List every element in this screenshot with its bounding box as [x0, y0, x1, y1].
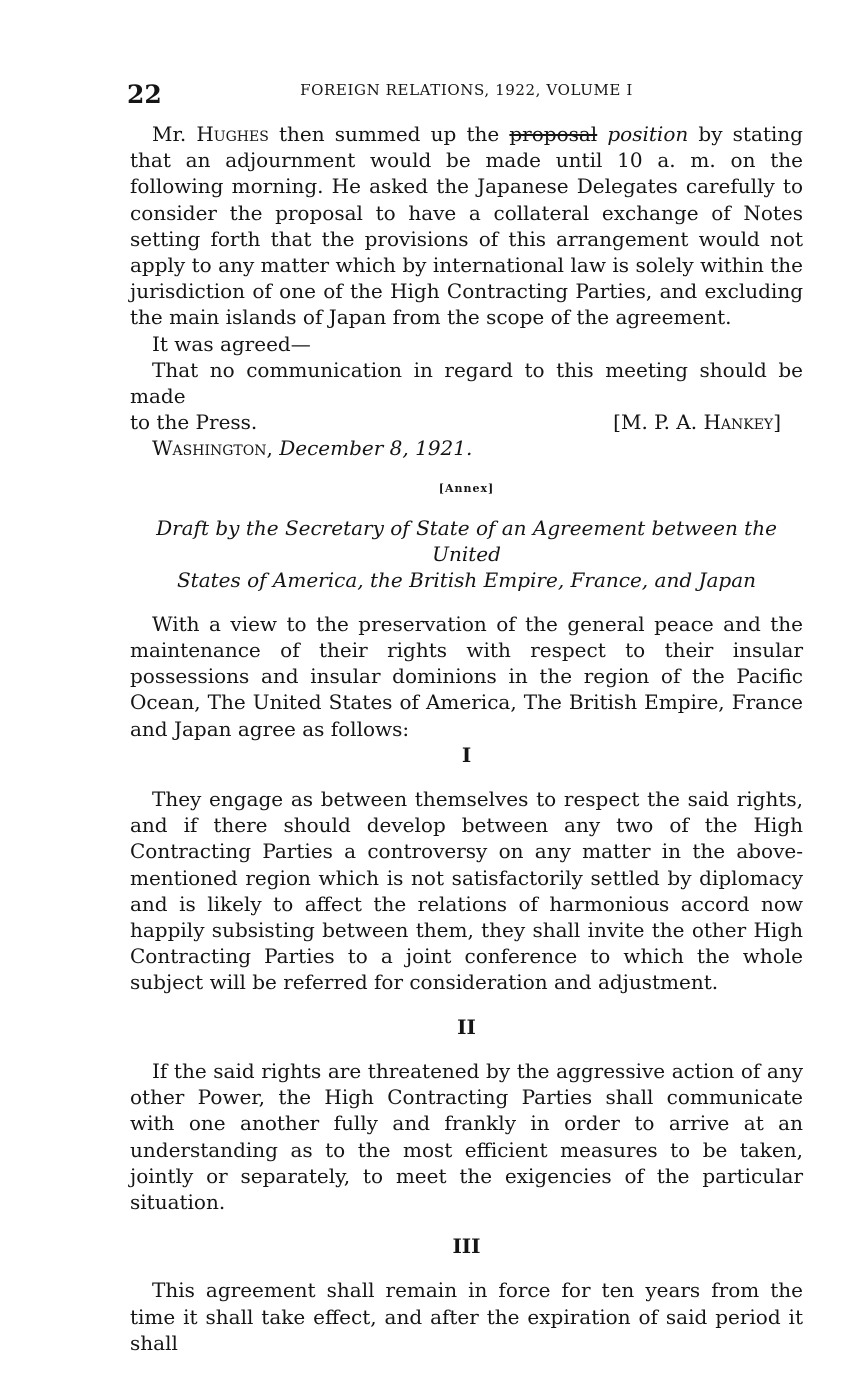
article-2-text: If the said rights are threatened by the aggressive action of any other Power, the High Contracting Parties shall communicate with one another fully and frankly in order to arrive at an understanding as to the most efficient measures to be taken, jointly or separately, to meet the exigencies of the particular situation.	[130, 1058, 803, 1214]
press-line-end: to the Press.	[130, 410, 258, 435]
press-line: That no communication in regard to this meeting should be made	[130, 357, 803, 409]
dateline-date: December 8, 1921.	[279, 436, 473, 461]
struck-word: proposal	[509, 122, 598, 146]
article-1-numeral: I	[461, 742, 472, 767]
running-head: FOREIGN RELATIONS, 1922, VOLUME I	[300, 81, 633, 99]
agreed-line: It was agreed—	[152, 331, 311, 356]
speaker-name: Hughes	[196, 122, 269, 146]
press-signature-line	[130, 409, 803, 435]
article-1-text: They engage as between themselves to respect the said rights, and if there should develop between any two of the High Contracting Parties a controversy on any matter in the above-mentioned region which is not satisfactorily settled by diplomacy and is likely to affect the relations of harmonious accord now happily subsisting between them, they shall invite the other High Contracting Parties to a joint conference to which the whole subject will be referred for consideration and adjustment.	[130, 787, 803, 995]
preamble: With a view to the preservation of the general peace and the maintenance of their rights with respect to their insular possessions and insular dominions in the region of the Pacific Ocean, The United States of America, The British Empire, France and Japan agree as follows:	[130, 611, 803, 741]
article-3-numeral: III	[452, 1234, 481, 1259]
article-3-text: This agreement shall remain in force for ten years from the time it shall take effect, and after the expiration of said period it shall	[130, 1278, 803, 1355]
draft-title: Draft by the Secretary of State of an Agreement between the United States of America, the British Empire, France, and Japan	[156, 515, 777, 592]
signature: [M. P. A. Hankey]	[613, 410, 781, 435]
inserted-word: position	[607, 122, 689, 146]
article-2-numeral: II	[457, 1014, 476, 1039]
page-header	[127, 78, 803, 109]
page-number: 22	[127, 80, 162, 109]
annex-label: [Annex]	[438, 481, 495, 495]
summary-paragraph: Mr. Hughes then summed up the proposal position by stating that an adjournment would be made until 10 a. m. on the following morning. He asked the Japanese Delegates carefully to consider the proposal to have a collateral exchange of Notes setting forth that the provisions of this arrangement would not apply to any matter which by international law is solely within the jurisdiction of one of the High Contracting Parties, and excluding the main islands of Japan from the scope of the agreement.	[130, 122, 803, 330]
dateline-place: Washington	[152, 436, 267, 461]
dateline: Washington, December 8, 1921.	[152, 436, 473, 461]
page-body	[130, 121, 803, 1356]
